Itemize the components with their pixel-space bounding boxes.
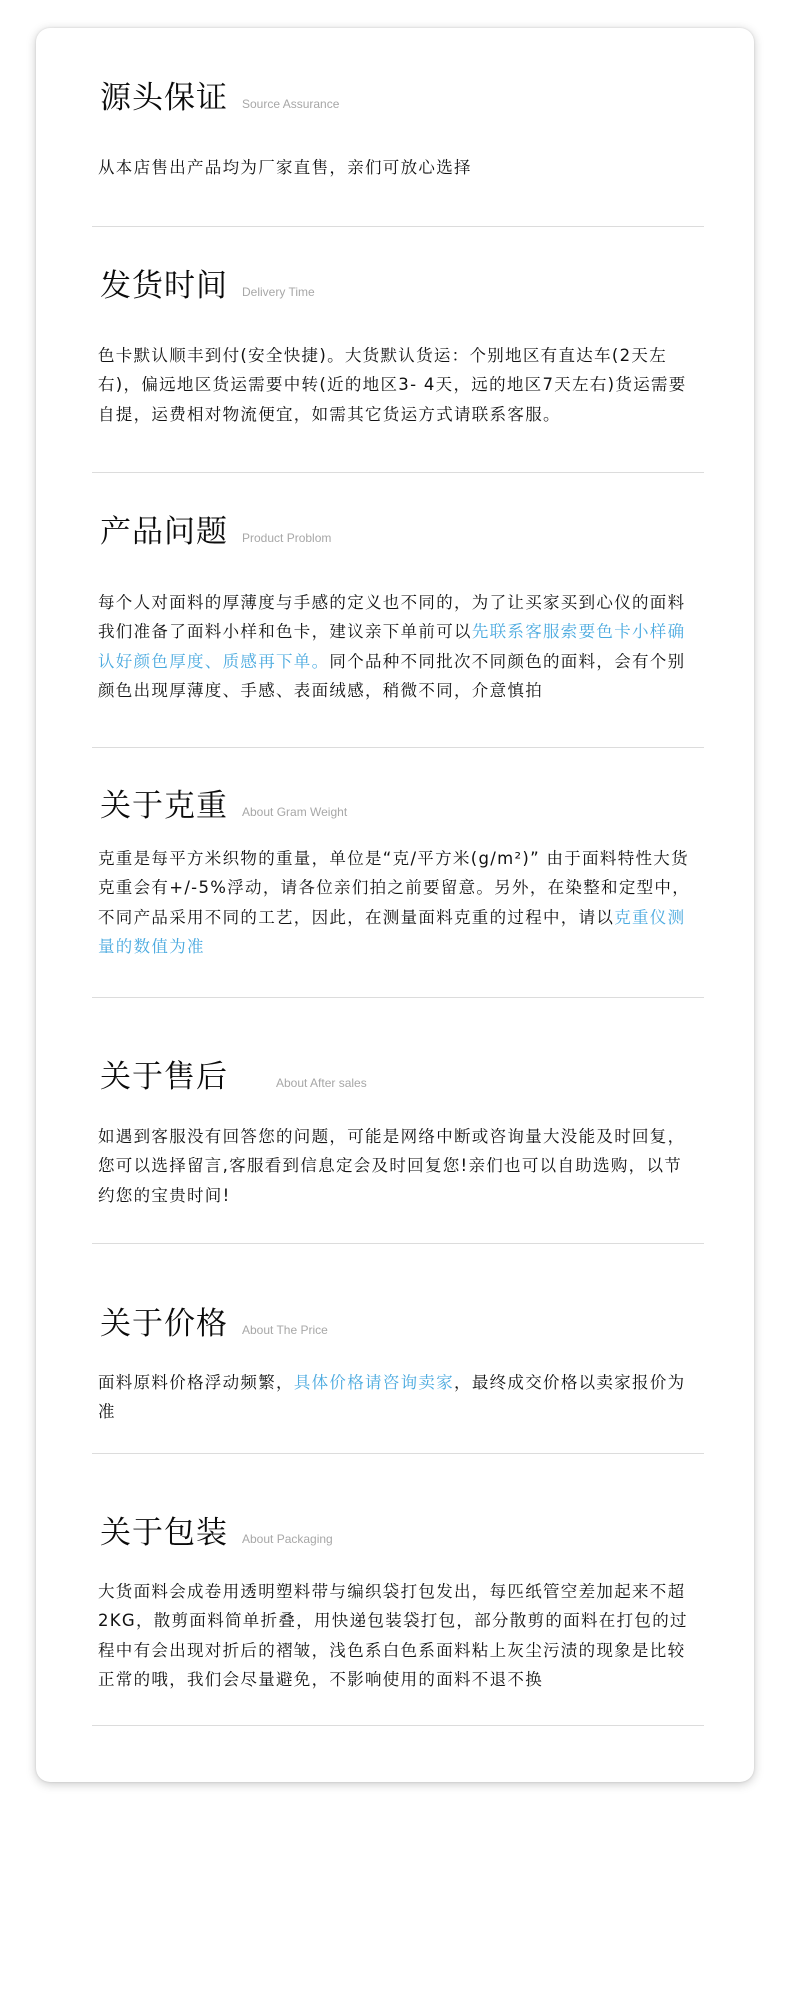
section-title: 关于价格 <box>100 1306 228 1342</box>
section-heading <box>100 1507 333 1552</box>
section-heading <box>100 72 339 117</box>
section-title: 关于包装 <box>100 1515 228 1551</box>
section-subtitle: Source Assurance <box>242 97 340 111</box>
section-subtitle: About After sales <box>276 1076 367 1090</box>
section-subtitle: About Gram Weight <box>242 805 348 819</box>
section-body <box>98 844 696 961</box>
section-divider <box>92 1243 704 1244</box>
section-heading <box>100 780 347 825</box>
body-text: ，最终成交价格以卖家报价为准 <box>98 1373 686 1422</box>
highlight-text: 先联系客服索要色卡小样确认好颜色厚度、质感再下单。 <box>98 622 686 671</box>
section-title: 关于售后 <box>100 1059 228 1095</box>
section-divider <box>92 1725 704 1726</box>
section-heading <box>100 260 315 305</box>
section-body <box>98 341 696 429</box>
section-divider <box>92 472 704 473</box>
section-body <box>98 1122 696 1210</box>
body-text: 如遇到客服没有回答您的问题，可能是网络中断或咨询量大没能及时回复，您可以选择留言,客服看到信息定会及时回复您!亲们也可以自助选购，以节约您的宝贵时间! <box>98 1127 686 1205</box>
body-text: 面料原料价格浮动频繁， <box>98 1373 294 1392</box>
section-body <box>98 153 696 182</box>
section-subtitle: About Packaging <box>242 1532 333 1546</box>
body-text: 大货面料会成卷用透明塑料带与编织袋打包发出，每匹纸管空差加起来不超2KG，散剪面料简单折叠，用快递包装袋打包，部分散剪的面料在打包的过程中有会出现对折后的褶皱，浅色系白色系面料粘上灰尘污渍的现象是比较正常的哦，我们会尽量避免，不影响使用的面料不退不换 <box>98 1582 688 1689</box>
section-divider <box>92 997 704 998</box>
body-text: 每个人对面料的厚薄度与手感的定义也不同的，为了让买家买到心仪的面料我们准备了面料小样和色卡，建议亲下单前可以 <box>98 593 686 642</box>
section-heading <box>100 1051 367 1096</box>
body-text: 从本店售出产品均为厂家直售，亲们可放心选择 <box>98 158 472 177</box>
section-subtitle: Delivery Time <box>242 285 315 299</box>
section-body <box>98 588 696 705</box>
section-body <box>98 1577 696 1694</box>
section-heading <box>100 1298 328 1343</box>
section-subtitle: Product Problom <box>242 531 332 545</box>
highlight-text: 具体价格请咨询卖家 <box>293 1373 455 1392</box>
section-divider <box>92 226 704 227</box>
section-title: 关于克重 <box>100 788 228 824</box>
info-card <box>36 28 754 1782</box>
body-text: 色卡默认顺丰到付(安全快捷)。大货默认货运：个别地区有直达车(2天左右)，偏远地区货运需要中转(近的地区3- 4天，远的地区7天左右)货运需要自提，运费相对物流便宜，如需其它货运方式请联系客服。 <box>98 346 687 424</box>
section-title: 产品问题 <box>100 514 228 550</box>
section-divider <box>92 1453 704 1454</box>
highlight-text: 克重仪测量的数值为准 <box>98 907 686 956</box>
section-subtitle: About The Price <box>242 1323 328 1337</box>
section-divider <box>92 747 704 748</box>
body-text: 同个品种不同批次不同颜色的面料，会有个别颜色出现厚薄度、手感、表面绒感，稍微不同，介意慎拍 <box>98 651 686 700</box>
section-title: 源头保证 <box>100 80 228 116</box>
body-text: 克重是每平方米织物的重量，单位是“克/平方米(g/m²)” 由于面料特性大货克重会有+/-5%浮动，请各位亲们拍之前要留意。另外，在染整和定型中，不同产品采用不同的工艺，因此，在测量面料克重的过程中，请以 <box>98 849 691 927</box>
section-heading <box>100 506 331 551</box>
section-body <box>98 1368 696 1427</box>
section-title: 发货时间 <box>100 268 228 304</box>
